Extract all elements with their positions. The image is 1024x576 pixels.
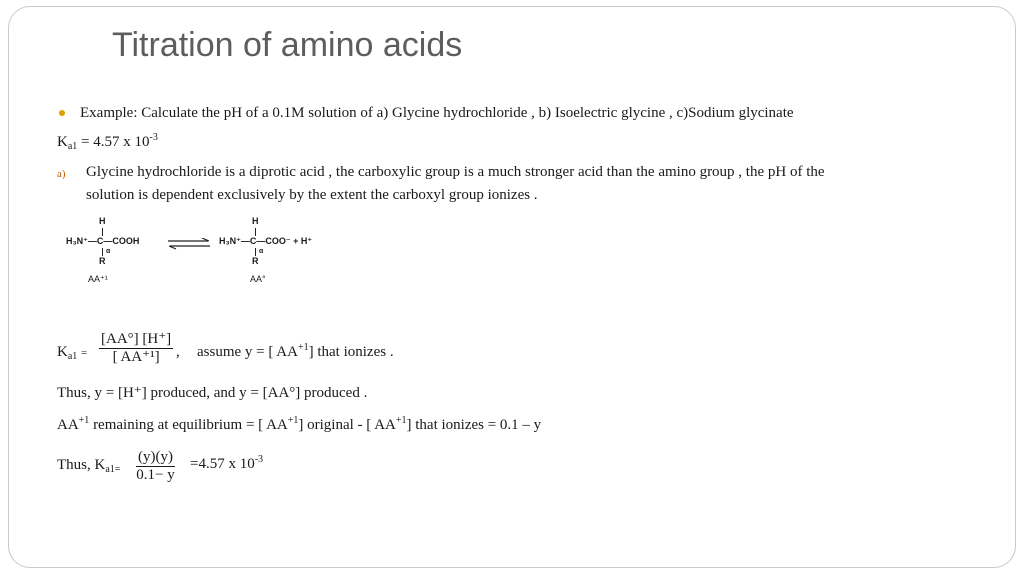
- assume-sup: +1: [297, 342, 309, 353]
- rem-b: remaining at equilibrium = [ AA: [89, 417, 288, 433]
- thus-line-2: [57, 456, 120, 474]
- assume-end: ] that ionizes .: [308, 344, 394, 360]
- right-bond-top: [255, 228, 256, 236]
- eq2-rhs: [190, 455, 263, 473]
- left-main: H₃N⁺—C—COOH: [66, 236, 140, 246]
- bullet-dot: [59, 110, 65, 116]
- rem-a-sup: +1: [78, 415, 90, 426]
- right-main: H₃N⁺—C—COO⁻ + H⁺: [219, 236, 313, 246]
- right-h-top: H: [252, 216, 259, 226]
- eq1-comma: ,: [176, 344, 180, 360]
- eq2-rhs-text: =4.57 x 10: [190, 456, 255, 472]
- assume-text: assume y = [ AA: [197, 344, 298, 360]
- rem-b-sup: +1: [287, 415, 299, 426]
- reaction-diagram: [64, 214, 364, 294]
- left-h-top: H: [99, 216, 106, 226]
- item-a-marker: a): [57, 168, 66, 180]
- rem-c-sup: +1: [395, 415, 407, 426]
- example-text: Example: Calculate the pH of a 0.1M solution of a) Glycine hydrochloride , b) Isoelectric glycine , c)Sodium glycinate: [80, 105, 794, 121]
- ka1-k: K: [57, 134, 68, 150]
- right-r: R: [252, 256, 259, 266]
- eq1-k-sub: a1: [67, 351, 78, 362]
- remaining-line: [57, 416, 541, 434]
- left-r: R: [99, 256, 106, 266]
- right-label: AA°: [250, 274, 266, 284]
- eq2-exp: -3: [254, 454, 264, 465]
- eq1-k: [57, 343, 87, 362]
- rem-c: ] original - [ AA: [298, 417, 396, 433]
- thus2-prefix: Thus, K: [57, 457, 106, 473]
- rem-a: AA: [57, 417, 79, 433]
- thus-line-1: Thus, y = [H⁺] produced, and y = [AA°] produced .: [57, 385, 368, 401]
- eq2-numerator: (y)(y): [138, 449, 173, 465]
- eq2-denominator: 0.1− y: [136, 467, 175, 483]
- eq1-denominator: [ AA⁺¹]: [112, 349, 160, 365]
- ka1-sub: a1: [67, 141, 78, 152]
- slide-title: Titration of amino acids: [112, 26, 463, 64]
- eq2-fraction: [136, 449, 175, 484]
- ka1-exp: -3: [149, 132, 158, 143]
- left-label: AA⁺¹: [88, 274, 108, 284]
- item-a-line2: solution is dependent exclusively by the extent the carboxyl group ionizes .: [86, 187, 538, 203]
- eq1-numerator: [AA°] [H⁺]: [101, 331, 172, 347]
- right-bond-bottom: [255, 248, 256, 256]
- ka1-value: [57, 133, 158, 151]
- left-bond-bottom: [102, 248, 103, 256]
- eq1-k-letter: K: [57, 344, 68, 360]
- equilibrium-arrow-icon: [166, 238, 212, 250]
- thus2-sub: a1=: [105, 464, 121, 475]
- eq1-fraction: [99, 331, 173, 366]
- left-bond-top: [102, 228, 103, 236]
- item-a-line1: Glycine hydrochloride is a diprotic acid , the carboxylic group is a much stronger acid than the amino group , the pH of the: [86, 164, 825, 180]
- right-alpha: α: [259, 248, 264, 255]
- eq1-equals: =: [81, 347, 88, 359]
- left-alpha: α: [106, 248, 111, 255]
- eq1-assume: [197, 343, 394, 361]
- ka1-val: = 4.57 x 10: [77, 134, 150, 150]
- rem-d: ] that ionizes = 0.1 – y: [406, 417, 542, 433]
